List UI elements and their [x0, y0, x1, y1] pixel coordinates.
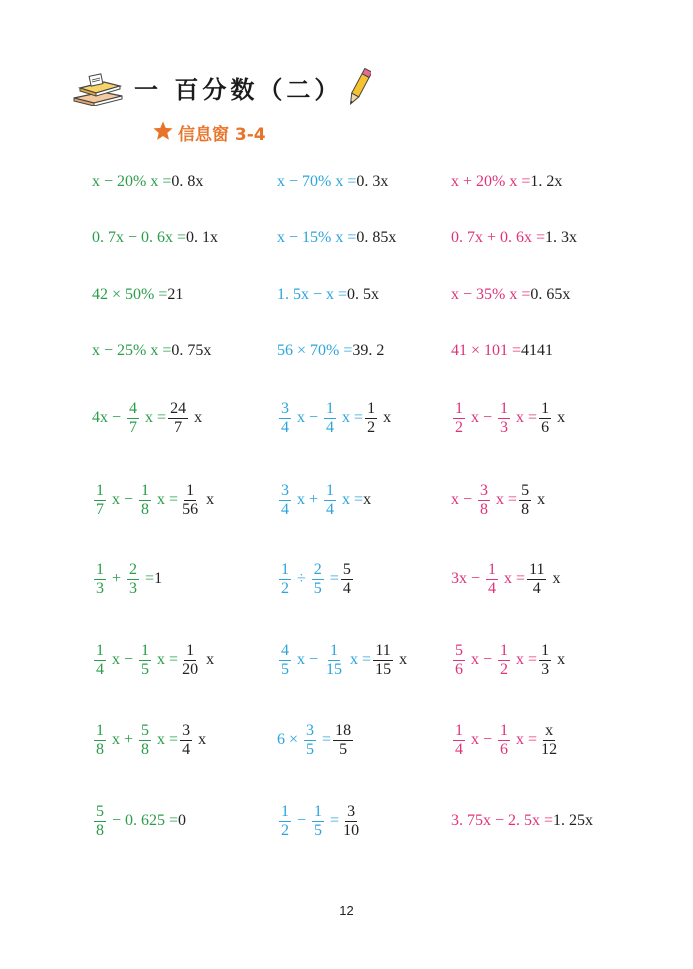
- expression-text: x =: [153, 490, 179, 508]
- expression-answer: [339, 803, 363, 840]
- expression-text: 0. 7x − 0. 6x =: [92, 229, 187, 246]
- expression-lhs: [277, 722, 331, 759]
- exercise-10-1: [92, 793, 186, 849]
- fraction: [94, 803, 106, 840]
- fraction: [324, 400, 336, 437]
- exercise-7-1: [92, 551, 162, 607]
- expression-text: +: [108, 569, 126, 587]
- fraction-numerator: 4: [129, 399, 138, 417]
- fraction: [279, 803, 291, 840]
- expression-lhs: [92, 722, 178, 759]
- expression-lhs: [451, 229, 545, 247]
- expression-answer: [371, 642, 407, 679]
- fraction-numerator: 3: [306, 721, 315, 739]
- star-icon: [152, 120, 174, 142]
- fraction-numerator: 1: [186, 481, 195, 499]
- expression-text: x −: [467, 730, 497, 748]
- fraction-numerator: 2: [313, 560, 322, 578]
- expression-answer: [167, 286, 183, 304]
- expression-text: x: [395, 650, 408, 668]
- expression-answer: [178, 812, 186, 830]
- expression-lhs: [92, 229, 186, 247]
- expression-text: x −: [467, 408, 497, 426]
- fraction-denominator: 7: [174, 418, 183, 436]
- expression-text: 0. 5x: [347, 286, 380, 303]
- exercise-1-1: [92, 154, 203, 210]
- expression-lhs: [451, 561, 525, 598]
- expression-text: x −: [293, 650, 323, 668]
- expression-text: 21: [167, 286, 184, 303]
- expression-lhs: [277, 286, 347, 304]
- fraction: [498, 722, 510, 759]
- fraction-denominator: 15: [375, 660, 392, 678]
- fraction-numerator: 3: [480, 481, 489, 499]
- expression-lhs: [277, 642, 371, 679]
- expression-answer: [356, 173, 388, 191]
- expression-text: =: [325, 569, 339, 587]
- fraction: [324, 642, 344, 679]
- expression-text: x =: [512, 650, 538, 668]
- fraction: [94, 642, 106, 679]
- expression-lhs: [451, 722, 537, 759]
- expression-text: x − 70% x =: [277, 173, 357, 190]
- expression-text: 1. 5x − x =: [277, 286, 348, 303]
- expression-text: x: [190, 408, 203, 426]
- fraction-denominator: 5: [314, 821, 323, 839]
- expression-text: =: [141, 569, 155, 587]
- expression-answer: [553, 812, 593, 830]
- fraction-numerator: 1: [314, 802, 323, 820]
- exercise-1-2: [277, 154, 388, 210]
- fraction-denominator: 4: [342, 579, 351, 597]
- fraction: [333, 722, 353, 759]
- fraction-denominator: 5: [313, 579, 322, 597]
- exercise-2-3: [451, 210, 577, 266]
- section-title: 信息窗 3-4: [178, 125, 266, 145]
- fraction: [519, 482, 531, 519]
- fraction: [453, 400, 465, 437]
- expression-text: x +: [293, 490, 323, 508]
- fraction-numerator: 1: [367, 399, 376, 417]
- expression-text: x: [553, 408, 566, 426]
- fraction-numerator: 24: [170, 399, 187, 417]
- fraction-numerator: 3: [347, 802, 356, 820]
- chapter-title: 一 百分数（二）: [134, 76, 343, 104]
- fraction-denominator: 2: [455, 418, 463, 436]
- exercise-8-1: [92, 632, 214, 688]
- expression-text: x: [202, 490, 215, 508]
- expression-text: 0. 3x: [356, 173, 389, 190]
- expression-text: x: [553, 650, 566, 668]
- expression-lhs: [277, 173, 356, 191]
- expression-text: 0. 75x: [171, 342, 212, 359]
- expression-answer: [178, 642, 214, 679]
- fraction-denominator: 4: [96, 660, 104, 678]
- fraction-denominator: 5: [281, 660, 289, 678]
- expression-answer: [154, 570, 162, 588]
- fraction-denominator: 3: [96, 579, 104, 597]
- expression-text: x: [202, 650, 215, 668]
- expression-text: x: [533, 490, 546, 508]
- fraction-denominator: 4: [182, 740, 191, 758]
- fraction: [478, 482, 490, 519]
- expression-text: 56 × 70% =: [277, 342, 353, 359]
- fraction: [180, 722, 192, 759]
- fraction: [527, 561, 546, 598]
- expression-text: x −: [108, 650, 138, 668]
- fraction-denominator: 2: [500, 660, 509, 678]
- expression-answer: [530, 173, 562, 191]
- fraction-numerator: 1: [541, 399, 550, 417]
- expression-lhs: [92, 342, 171, 360]
- expression-lhs: [277, 342, 352, 360]
- fraction-numerator: 5: [342, 560, 351, 578]
- fraction-numerator: 11: [375, 641, 391, 659]
- fraction: [94, 722, 106, 759]
- expression-lhs: [92, 803, 178, 840]
- expression-text: 0. 1x: [186, 229, 219, 246]
- fraction-numerator: 2: [129, 560, 138, 578]
- expression-text: x −: [467, 650, 497, 668]
- fraction: [279, 482, 291, 519]
- fraction-numerator: 1: [281, 560, 289, 578]
- expression-answer: [186, 229, 218, 247]
- fraction-denominator: 8: [480, 500, 489, 518]
- fraction-numerator: 1: [281, 802, 289, 820]
- expression-text: x =: [338, 408, 364, 426]
- fraction: [180, 642, 200, 679]
- exercise-5-2: [277, 390, 391, 446]
- expression-text: 3x −: [451, 569, 485, 587]
- expression-text: x: [194, 730, 207, 748]
- expression-answer: [166, 400, 202, 437]
- page-number: 12: [339, 903, 354, 918]
- fraction-denominator: 2: [281, 579, 289, 597]
- expression-answer: [545, 229, 577, 247]
- fraction-denominator: 2: [281, 821, 289, 839]
- fraction-numerator: x: [545, 721, 554, 739]
- expression-answer: [363, 491, 371, 509]
- expression-text: x =: [500, 569, 526, 587]
- expression-text: 1: [154, 570, 163, 587]
- fraction-denominator: 4: [488, 579, 497, 597]
- expression-answer: [339, 561, 355, 598]
- pencil-icon: [347, 68, 371, 108]
- fraction-numerator: 1: [326, 399, 335, 417]
- expression-text: x =: [153, 730, 179, 748]
- expression-answer: [537, 722, 561, 759]
- exercise-9-3: [451, 712, 561, 768]
- fraction-numerator: 3: [281, 399, 289, 417]
- fraction-denominator: 56: [182, 500, 199, 518]
- exercise-8-2: [277, 632, 407, 688]
- fraction: [365, 400, 377, 437]
- fraction-numerator: 3: [281, 481, 289, 499]
- fraction: [373, 642, 393, 679]
- exercise-10-3: [451, 793, 593, 849]
- fraction: [498, 642, 510, 679]
- expression-text: x =: [141, 408, 167, 426]
- fraction-denominator: 10: [343, 821, 360, 839]
- fraction: [127, 561, 139, 598]
- exercise-8-3: [451, 632, 565, 688]
- expression-text: ÷: [293, 569, 310, 587]
- expression-answer: [537, 400, 565, 437]
- fraction-denominator: 5: [141, 660, 150, 678]
- fraction-denominator: 20: [182, 660, 199, 678]
- fraction-denominator: 6: [455, 660, 463, 678]
- fraction: [341, 561, 353, 598]
- expression-text: 42 × 50% =: [92, 286, 168, 303]
- fraction: [139, 642, 151, 679]
- fraction-numerator: 1: [96, 721, 104, 739]
- expression-answer: [537, 642, 565, 679]
- fraction: [539, 722, 559, 759]
- exercise-3-2: [277, 267, 379, 323]
- fraction-denominator: 6: [541, 418, 550, 436]
- fraction-denominator: 3: [500, 418, 509, 436]
- exercise-2-2: [277, 210, 396, 266]
- fraction: [312, 803, 324, 840]
- expression-text: x −: [293, 408, 323, 426]
- fraction-numerator: 1: [141, 481, 150, 499]
- fraction-denominator: 8: [141, 500, 150, 518]
- expression-text: =: [318, 730, 332, 748]
- expression-lhs: [451, 642, 537, 679]
- fraction-denominator: 5: [306, 740, 315, 758]
- exercise-5-3: [451, 390, 565, 446]
- expression-text: 41 × 101 =: [451, 342, 522, 359]
- exercise-7-2: [277, 551, 355, 607]
- fraction-numerator: 1: [96, 560, 104, 578]
- exercise-2-1: [92, 210, 218, 266]
- expression-answer: [171, 173, 203, 191]
- expression-text: x =: [512, 730, 538, 748]
- expression-text: x: [363, 491, 372, 508]
- exercise-4-2: [277, 323, 384, 379]
- fraction-denominator: 6: [500, 740, 509, 758]
- expression-text: −: [293, 811, 311, 829]
- exercise-3-1: [92, 267, 183, 323]
- expression-lhs: [92, 642, 178, 679]
- expression-answer: [331, 722, 355, 759]
- expression-text: x: [379, 408, 392, 426]
- book-stack-icon: [72, 72, 124, 106]
- fraction: [539, 400, 551, 437]
- expression-answer: [356, 229, 396, 247]
- fraction-denominator: 5: [339, 740, 348, 758]
- expression-text: 6 ×: [277, 730, 303, 748]
- exercise-6-1: [92, 472, 214, 528]
- expression-lhs: [451, 173, 530, 191]
- expression-answer: [178, 482, 214, 519]
- fraction-denominator: 4: [281, 500, 289, 518]
- exercise-9-2: [277, 712, 355, 768]
- expression-lhs: [92, 286, 167, 304]
- fraction-denominator: 2: [367, 418, 376, 436]
- fraction-denominator: 4: [532, 579, 541, 597]
- exercise-5-1: [92, 390, 202, 446]
- fraction: [180, 482, 200, 519]
- expression-text: − 0. 625 =: [108, 811, 179, 829]
- expression-text: x =: [346, 650, 372, 668]
- expression-lhs: [451, 812, 553, 830]
- fraction-denominator: 8: [96, 821, 104, 839]
- fraction-denominator: 7: [96, 500, 104, 518]
- expression-text: 4x −: [92, 408, 126, 426]
- fraction-denominator: 8: [521, 500, 530, 518]
- expression-answer: [521, 342, 553, 360]
- exercise-7-3: [451, 551, 560, 607]
- expression-text: x: [548, 569, 561, 587]
- exercise-3-3: [451, 267, 570, 323]
- fraction-denominator: 3: [129, 579, 138, 597]
- fraction: [539, 642, 551, 679]
- fraction-numerator: 1: [500, 641, 509, 659]
- fraction: [453, 722, 465, 759]
- chapter-header: [72, 68, 382, 112]
- expression-lhs: [451, 342, 521, 360]
- expression-answer: [352, 342, 384, 360]
- expression-lhs: [451, 482, 517, 519]
- fraction: [498, 400, 510, 437]
- expression-text: 1. 25x: [553, 812, 594, 829]
- fraction-numerator: 1: [186, 641, 195, 659]
- expression-text: x − 15% x =: [277, 229, 357, 246]
- fraction: [94, 561, 106, 598]
- expression-lhs: [277, 400, 363, 437]
- exercise-6-2: [277, 472, 371, 528]
- fraction: [279, 561, 291, 598]
- expression-lhs: [277, 561, 339, 598]
- expression-lhs: [277, 803, 339, 840]
- fraction-numerator: 18: [335, 721, 352, 739]
- fraction-denominator: 3: [541, 660, 550, 678]
- expression-answer: [530, 286, 570, 304]
- fraction: [324, 482, 336, 519]
- fraction-numerator: 1: [326, 481, 335, 499]
- fraction: [341, 803, 361, 840]
- exercise-6-3: [451, 472, 545, 528]
- fraction-denominator: 12: [541, 740, 558, 758]
- fraction-numerator: 1: [488, 560, 497, 578]
- fraction-denominator: 4: [326, 418, 335, 436]
- expression-lhs: [277, 482, 363, 519]
- fraction-denominator: 8: [141, 740, 150, 758]
- expression-text: 0. 65x: [530, 286, 571, 303]
- expression-lhs: [92, 173, 171, 191]
- fraction: [94, 482, 106, 519]
- exercise-10-2: [277, 793, 363, 849]
- fraction-numerator: 5: [141, 721, 150, 739]
- fraction-numerator: 1: [330, 641, 339, 659]
- expression-text: x −: [451, 490, 477, 508]
- expression-text: x =: [153, 650, 179, 668]
- expression-answer: [517, 482, 545, 519]
- fraction: [139, 722, 151, 759]
- fraction-denominator: 4: [281, 418, 289, 436]
- expression-text: x − 35% x =: [451, 286, 531, 303]
- fraction-denominator: 4: [326, 500, 335, 518]
- fraction-numerator: 1: [500, 721, 509, 739]
- fraction: [168, 400, 188, 437]
- expression-text: 0: [178, 812, 187, 829]
- fraction: [312, 561, 324, 598]
- fraction: [486, 561, 498, 598]
- exercise-4-3: [451, 323, 553, 379]
- fraction-numerator: 11: [529, 560, 545, 578]
- expression-lhs: [451, 286, 530, 304]
- exercise-9-1: [92, 712, 206, 768]
- fraction-denominator: 4: [455, 740, 463, 758]
- fraction-numerator: 1: [96, 481, 104, 499]
- expression-lhs: [92, 561, 154, 598]
- expression-text: 0. 8x: [171, 173, 204, 190]
- expression-answer: [347, 286, 379, 304]
- expression-lhs: [277, 229, 356, 247]
- fraction-denominator: 7: [129, 418, 138, 436]
- expression-text: x +: [108, 730, 138, 748]
- fraction-numerator: 5: [96, 802, 104, 820]
- expression-lhs: [92, 400, 166, 437]
- expression-text: 3. 75x − 2. 5x =: [451, 812, 554, 829]
- fraction-numerator: 1: [455, 399, 463, 417]
- fraction: [127, 400, 139, 437]
- expression-text: x =: [338, 490, 364, 508]
- fraction-numerator: 1: [500, 399, 509, 417]
- expression-text: 1. 3x: [545, 229, 578, 246]
- expression-text: 0. 85x: [356, 229, 397, 246]
- fraction: [279, 400, 291, 437]
- expression-text: 4141: [521, 342, 554, 359]
- fraction: [453, 642, 465, 679]
- expression-lhs: [451, 400, 537, 437]
- expression-answer: [171, 342, 211, 360]
- fraction-denominator: 15: [326, 660, 343, 678]
- expression-answer: [363, 400, 391, 437]
- expression-answer: [525, 561, 560, 598]
- expression-text: 1. 2x: [530, 173, 563, 190]
- fraction-numerator: 3: [182, 721, 191, 739]
- expression-answer: [178, 722, 206, 759]
- expression-text: =: [326, 811, 340, 829]
- fraction-numerator: 5: [521, 481, 530, 499]
- expression-text: x + 20% x =: [451, 173, 531, 190]
- fraction: [139, 482, 151, 519]
- exercise-1-3: [451, 154, 562, 210]
- expression-text: x =: [492, 490, 518, 508]
- fraction-numerator: 1: [455, 721, 463, 739]
- fraction-numerator: 1: [141, 641, 150, 659]
- expression-text: x − 20% x =: [92, 173, 172, 190]
- fraction-numerator: 5: [455, 641, 463, 659]
- expression-text: x − 25% x =: [92, 342, 172, 359]
- fraction: [279, 642, 291, 679]
- expression-text: 0. 7x + 0. 6x =: [451, 229, 546, 246]
- fraction-denominator: 8: [96, 740, 104, 758]
- fraction: [304, 722, 316, 759]
- exercise-4-1: [92, 323, 211, 379]
- fraction-numerator: 1: [541, 641, 550, 659]
- fraction-numerator: 1: [96, 641, 104, 659]
- fraction-numerator: 4: [281, 641, 289, 659]
- expression-text: 39. 2: [352, 342, 385, 359]
- expression-text: x =: [512, 408, 538, 426]
- expression-lhs: [92, 482, 178, 519]
- expression-text: x −: [108, 490, 138, 508]
